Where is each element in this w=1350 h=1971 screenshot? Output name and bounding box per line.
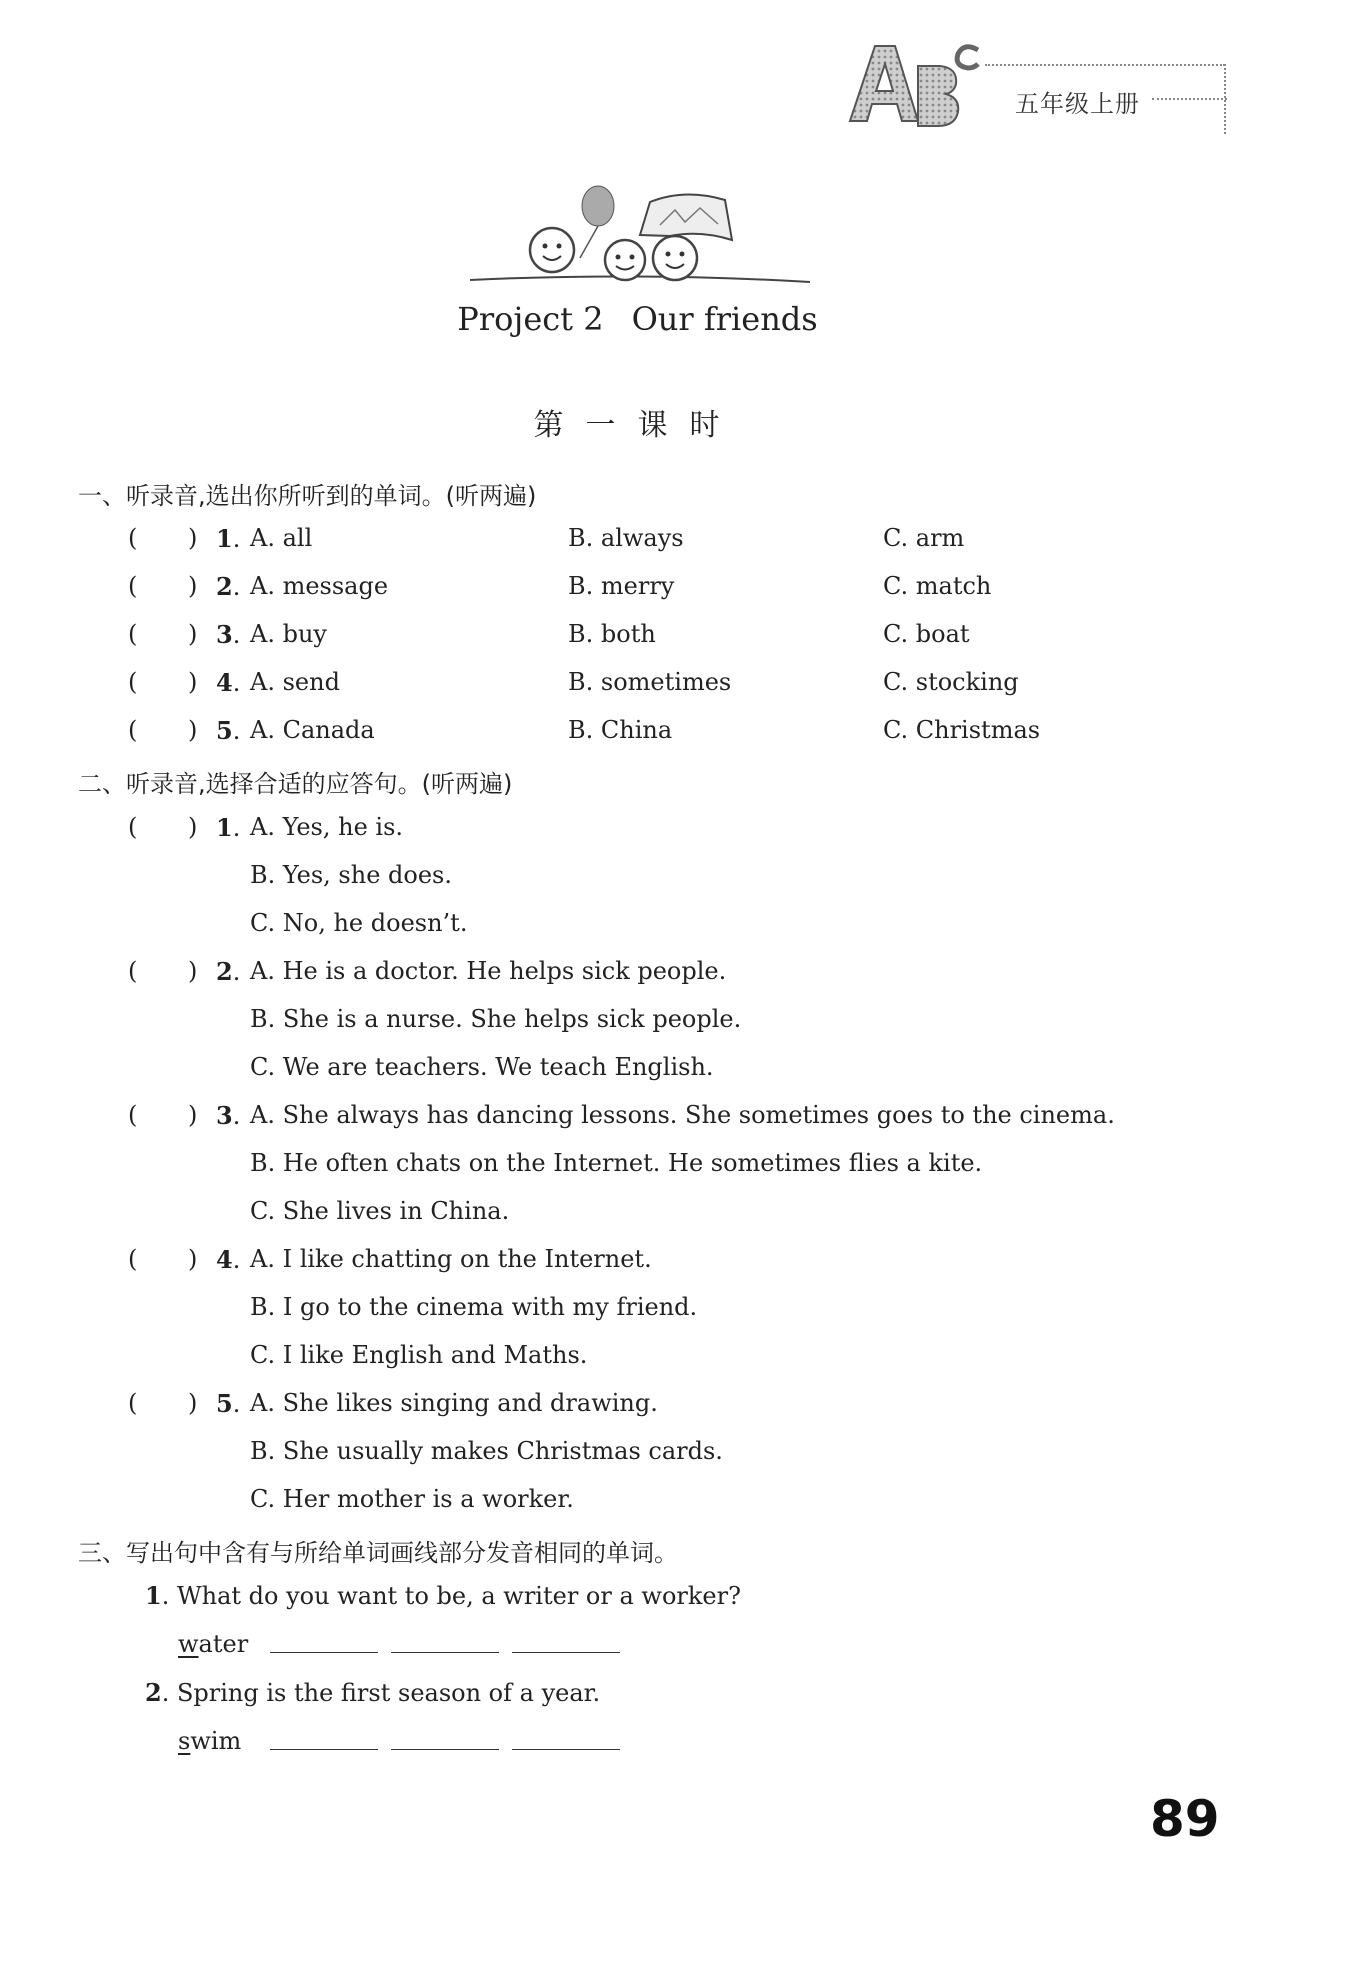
answer-blank-2[interactable] [391,1749,499,1750]
question-number: 1 . [216,813,240,842]
answer-blank-1[interactable] [270,1652,378,1653]
option-c: C. match [883,572,992,600]
target-word: water [178,1630,249,1658]
question-number: 3 . [216,1101,240,1130]
section2-title: 二、听录音,选择合适的应答句。(听两遍) [78,770,513,798]
answer-blank-2[interactable] [391,1652,499,1653]
option-c: C. Her mother is a worker. [250,1485,574,1513]
option-c: C. She lives in China. [250,1197,510,1225]
question-number: 4 . [216,668,240,697]
option-b: B. I go to the cinema with my friend. [250,1293,698,1321]
abc-letters-icon [840,36,990,136]
word-line [178,1630,248,1658]
sentence-text: What do you want to be, a writer or a worker? [176,1582,741,1610]
option-a: A. buy [250,620,327,648]
question-number: 5 . [216,716,240,745]
option-a: A. Yes, he is. [250,813,404,841]
option-b: B. China [568,716,673,744]
option-c: C. We are teachers. We teach English. [250,1053,714,1081]
option-a: A. He is a doctor. He helps sick people. [250,957,727,985]
option-a: A. Canada [250,716,375,744]
answer-blank-1[interactable] [270,1749,378,1750]
option-a: A. I like chatting on the Internet. [250,1245,652,1273]
option-b: B. She is a nurse. She helps sick people. [250,1005,742,1033]
option-a: A. She always has dancing lessons. She sometimes goes to the cinema. [250,1101,1115,1129]
question-number: 1 [145,1581,162,1610]
question-number: 2 [145,1678,162,1707]
option-b: B. always [568,524,684,552]
project-name: Our friends [631,300,818,338]
question-number: 2 . [216,957,240,986]
option-b: B. merry [568,572,675,600]
sentence-item: 1. What do you want to be, a writer or a worker? [145,1581,741,1610]
option-c: C. arm [883,524,965,552]
page-number: 89 [1150,1790,1220,1848]
option-b: B. Yes, she does. [250,861,452,889]
option-c: C. No, he doesn’t. [250,909,468,937]
option-b: B. sometimes [568,668,732,696]
sentence-text: Spring is the first season of a year. [176,1679,601,1707]
word-line [178,1727,241,1755]
project-label: Project 2 [457,300,604,338]
option-b: B. both [568,620,656,648]
question-number: 2 . [216,572,240,601]
option-a: A. all [250,524,313,552]
sentence-item: 2. Spring is the first season of a year. [145,1678,601,1707]
kids-with-balloon-icon [470,180,810,300]
option-a: A. send [250,668,340,696]
grade-label: 五年级上册 [1015,90,1140,118]
page-header [840,36,1240,136]
option-c: C. I like English and Maths. [250,1341,588,1369]
answer-blank-3[interactable] [512,1652,620,1653]
header-dotted-tail [1152,98,1227,100]
option-c: C. stocking [883,668,1019,696]
option-b: B. He often chats on the Internet. He sometimes flies a kite. [250,1149,983,1177]
option-c: C. boat [883,620,970,648]
question-number: 1 . [216,524,240,553]
lesson-title: 第一课时 [533,408,742,443]
project-title [0,300,1275,338]
option-a: A. message [250,572,389,600]
question-number: 4 . [216,1245,240,1274]
option-b: B. She usually makes Christmas cards. [250,1437,723,1465]
header-dotted-line [985,64,1225,66]
question-number: 5 . [216,1389,240,1418]
option-c: C. Christmas [883,716,1041,744]
option-a: A. She likes singing and drawing. [250,1389,658,1417]
section1-title: 一、听录音,选出你所听到的单词。(听两遍) [78,482,537,510]
answer-blank-3[interactable] [512,1749,620,1750]
question-number: 3 . [216,620,240,649]
section3-title: 三、写出句中含有与所给单词画线部分发音相同的单词。 [78,1539,678,1567]
target-word: swim [178,1727,242,1755]
workbook-page: 五年级上册 Project 2 Our friends 第一课时 一、听录音,选出你所听到的单词。(听两遍) ( ) 1 . A. all B. always C. arm ( ) 2 . A. message B. merry C. match ( ) 3 . A. buy B. both C. boat ( ) 4 . A. send B. sometimes C. stocking ( ) 5 . A. Canada B. China C. Christmas 二、听录音,选择合适的应答句。(听两遍) ( ) 1 . A. Yes, he is. B. Yes, she does. C. No, he doesn’t. ( ) 2 . A. He is a doctor. He helps sick people. B. She is a nurse. She helps sick people. C. We are teachers. We teach English. ( ) 3 . A. She always has dancing lessons. She sometimes goes to the cinema. B. He often chats on the Internet. He sometimes flies a kite. C. She lives in China. ( ) 4 . A. I like chatting on the Internet. B. I go to the cinema with my friend. C. I like English and Maths. ( ) 5 . A. She likes singing and drawing. B. She usually makes Christmas cards. C. Her mother is a worker. 三、写出句中含有与所给单词画线部分发音相同的单词。 1. What do you want to be, a writer or a worker? water 2. Spring is the first season of a year. swim 89 [0,0,1350,1971]
